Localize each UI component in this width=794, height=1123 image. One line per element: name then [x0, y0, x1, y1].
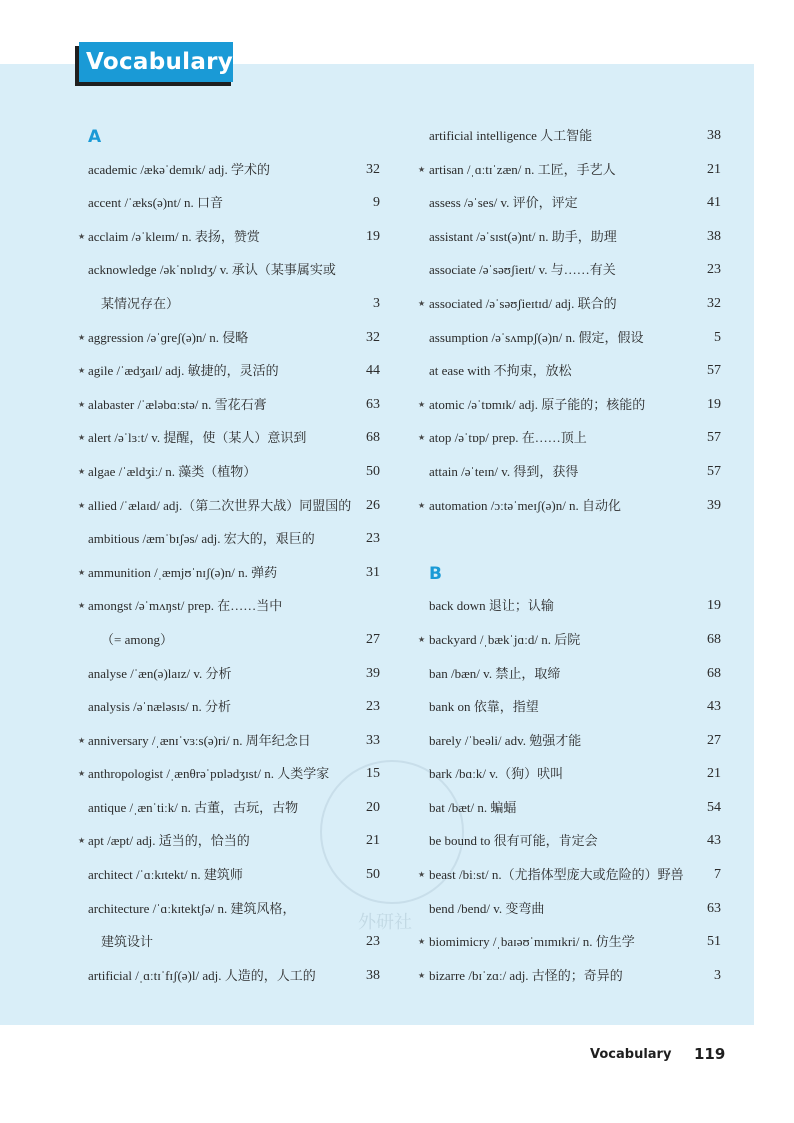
entry-page-number: 19	[707, 396, 721, 412]
vocabulary-entry	[88, 790, 380, 824]
page-title: Vocabulary	[79, 42, 233, 82]
vocabulary-entry	[418, 420, 721, 454]
entry-text: 建筑设计	[101, 934, 154, 950]
entry-page-number: 51	[707, 934, 721, 950]
entry-text: algae /ˈældʒiː/ n. 藻类（植物）	[88, 463, 257, 479]
entry-page-number: 57	[707, 463, 721, 479]
entry-page-number: 32	[707, 295, 721, 311]
vocabulary-column-right	[418, 118, 721, 991]
entry-page-number: 57	[707, 363, 721, 379]
entry-page-number: 32	[366, 329, 380, 345]
entry-page-number: 7	[714, 867, 721, 883]
page-number: 119	[694, 1045, 726, 1063]
star-icon: ★	[78, 332, 86, 342]
vocabulary-entry	[429, 756, 721, 790]
vocabulary-entry	[429, 219, 721, 253]
entry-page-number: 23	[366, 531, 380, 547]
entry-page-number: 38	[366, 967, 380, 983]
vocabulary-entry	[429, 891, 721, 925]
entry-page-number: 50	[366, 463, 380, 479]
entry-text: bizarre /bɪˈzɑː/ adj. 古怪的；奇异的	[429, 967, 623, 983]
vocabulary-entry	[78, 555, 380, 589]
entry-page-number: 68	[366, 430, 380, 446]
section-letter	[88, 118, 380, 152]
entry-page-number: 54	[707, 799, 721, 815]
entry-text: anthropologist /ˌænθrəˈpɒlədʒɪst/ n. 人类学家	[88, 766, 330, 782]
entry-page-number: 27	[707, 732, 721, 748]
entry-page-number: 23	[366, 934, 380, 950]
entry-text: bank on 依靠，指望	[429, 699, 539, 715]
entry-page-number: 21	[707, 766, 721, 782]
vocabulary-entry	[429, 588, 721, 622]
vocabulary-entry	[88, 924, 380, 958]
entry-text: biomimicry /ˌbaɪəʊˈmɪmɪkri/ n. 仿生学	[429, 934, 635, 950]
star-icon: ★	[78, 399, 86, 409]
entry-page-number: 20	[366, 799, 380, 815]
star-icon: ★	[418, 870, 426, 880]
entry-page-number: 43	[707, 699, 721, 715]
entry-text: assistant /əˈsɪst(ə)nt/ n. 助手，助理	[429, 228, 617, 244]
entry-page-number: 38	[707, 228, 721, 244]
star-icon: ★	[78, 366, 86, 376]
entry-text: atop /əˈtɒp/ prep. 在……顶上	[429, 430, 587, 446]
entry-text: attain /əˈteɪn/ v. 得到，获得	[429, 463, 579, 479]
entry-text: backyard /ˌbækˈjɑːd/ n. 后院	[429, 631, 581, 647]
vocabulary-entry	[429, 723, 721, 757]
vocabulary-entry	[78, 454, 380, 488]
entry-text: academic /ækəˈdemɪk/ adj. 学术的	[88, 161, 270, 177]
entry-text: at ease with 不拘束，放松	[429, 363, 572, 379]
star-icon: ★	[418, 164, 426, 174]
vocabulary-entry	[88, 891, 380, 925]
vocabulary-entry	[418, 387, 721, 421]
entry-page-number: 31	[366, 564, 380, 580]
star-icon: ★	[78, 231, 86, 241]
vocabulary-entry	[418, 857, 721, 891]
entry-text: antique /ˌænˈtiːk/ n. 古董，古玩，古物	[88, 799, 299, 815]
entry-text: ambitious /æmˈbɪʃəs/ adj. 宏大的，艰巨的	[88, 531, 315, 547]
vocabulary-entry	[418, 152, 721, 186]
star-icon: ★	[78, 500, 86, 510]
entry-text: ban /bæn/ v. 禁止，取缔	[429, 665, 561, 681]
star-icon: ★	[418, 298, 426, 308]
vocabulary-entry	[429, 118, 721, 152]
vocabulary-entry	[88, 622, 380, 656]
entry-page-number: 21	[707, 161, 721, 177]
star-icon: ★	[418, 399, 426, 409]
star-icon: ★	[78, 567, 86, 577]
vocabulary-entry	[429, 353, 721, 387]
vocabulary-entry	[88, 521, 380, 555]
entry-text: ammunition /ˌæmjʊˈnɪʃ(ə)n/ n. 弹药	[88, 564, 278, 580]
entry-page-number: 32	[366, 161, 380, 177]
entry-text: associated /əˈsəʊʃieɪtɪd/ adj. 联合的	[429, 295, 617, 311]
entry-page-number: 63	[707, 900, 721, 916]
star-icon: ★	[78, 836, 86, 846]
section-gap	[429, 521, 721, 555]
entry-text: apt /æpt/ adj. 适当的，恰当的	[88, 833, 250, 849]
section-letter-label: B	[429, 563, 442, 584]
entry-text: beast /biːst/ n.（尤指体型庞大或危险的）野兽	[429, 867, 684, 883]
entry-page-number: 21	[366, 833, 380, 849]
vocabulary-entry	[429, 252, 721, 286]
entry-text: barely /ˈbeəli/ adv. 勉强才能	[429, 732, 582, 748]
entry-text: accent /ˈæks(ə)nt/ n. 口音	[88, 195, 224, 211]
vocabulary-entry	[429, 656, 721, 690]
vocabulary-entry	[429, 790, 721, 824]
entry-page-number: 19	[707, 598, 721, 614]
vocabulary-entry	[78, 353, 380, 387]
entry-text: associate /əˈsəʊʃieɪt/ v. 与……有关	[429, 262, 616, 278]
entry-page-number: 39	[366, 665, 380, 681]
entry-page-number: 5	[714, 329, 721, 345]
star-icon: ★	[78, 433, 86, 443]
vocabulary-entry	[429, 823, 721, 857]
vocabulary-entry	[418, 488, 721, 522]
vocabulary-entry	[78, 588, 380, 622]
star-icon: ★	[78, 601, 86, 611]
entry-text: artificial intelligence 人工智能	[429, 128, 593, 143]
vocabulary-entry	[78, 756, 380, 790]
vocabulary-entry	[78, 387, 380, 421]
entry-text: architecture /ˈɑːkɪtektʃə/ n. 建筑风格，	[88, 900, 296, 916]
entry-page-number: 3	[714, 967, 721, 983]
entry-text: artificial /ˌɑːtɪˈfɪʃ(ə)l/ adj. 人造的，人工的	[88, 967, 316, 983]
entry-page-number: 26	[366, 497, 380, 513]
entry-page-number: 23	[366, 699, 380, 715]
entry-text: architect /ˈɑːkɪtekt/ n. 建筑师	[88, 867, 243, 883]
entry-page-number: 41	[707, 195, 721, 211]
section-letter	[429, 555, 721, 589]
entry-text: analysis /əˈnæləsɪs/ n. 分析	[88, 699, 231, 715]
vocabulary-entry	[88, 958, 380, 992]
entry-text: bat /bæt/ n. 蝙蝠	[429, 799, 517, 815]
vocabulary-entry	[418, 622, 721, 656]
entry-page-number: 50	[366, 867, 380, 883]
entry-page-number: 57	[707, 430, 721, 446]
vocabulary-entry	[429, 454, 721, 488]
entry-page-number: 63	[366, 396, 380, 412]
star-icon: ★	[418, 970, 426, 980]
entry-page-number: 23	[707, 262, 721, 278]
star-icon: ★	[418, 634, 426, 644]
vocabulary-entry	[88, 857, 380, 891]
entry-text: bark /bɑːk/ v.（狗）吠叫	[429, 766, 564, 782]
entry-page-number: 9	[373, 195, 380, 211]
entry-page-number: 19	[366, 228, 380, 244]
entry-text: atomic /əˈtɒmɪk/ adj. 原子能的；核能的	[429, 396, 646, 412]
vocabulary-entry	[78, 219, 380, 253]
entry-page-number: 68	[707, 665, 721, 681]
entry-page-number: 68	[707, 631, 721, 647]
entry-text: back down 退让；认输	[429, 598, 554, 614]
entry-text: automation /ɔːtəˈmeɪʃ(ə)n/ n. 自动化	[429, 497, 622, 513]
entry-text: artisan /ˌɑːtɪˈzæn/ n. 工匠，手艺人	[429, 161, 616, 177]
vocabulary-entry	[78, 823, 380, 857]
vocabulary-entry	[429, 689, 721, 723]
entry-text: 某情况存在）	[101, 295, 180, 311]
vocabulary-entry	[78, 723, 380, 757]
entry-text: anniversary /ˌænɪˈvɜːs(ə)ri/ n. 周年纪念日	[88, 732, 311, 748]
vocabulary-entry	[88, 656, 380, 690]
vocabulary-entry	[418, 286, 721, 320]
entry-page-number: 38	[707, 128, 721, 143]
vocabulary-entry	[88, 689, 380, 723]
entry-page-number: 44	[366, 363, 380, 379]
publisher-watermark-text: 外研社	[358, 912, 412, 933]
vocabulary-entry	[78, 488, 380, 522]
star-icon: ★	[78, 769, 86, 779]
vocabulary-entry	[88, 185, 380, 219]
star-icon: ★	[78, 735, 86, 745]
entry-text: alabaster /ˈæləbɑːstə/ n. 雪花石膏	[88, 396, 267, 412]
entry-text: agile /ˈædʒaɪl/ adj. 敏捷的，灵活的	[88, 363, 279, 379]
entry-text: acclaim /əˈkleɪm/ n. 表扬，赞赏	[88, 228, 260, 244]
entry-text: be bound to 很有可能，肯定会	[429, 833, 598, 849]
vocabulary-entry	[429, 320, 721, 354]
vocabulary-entry	[429, 185, 721, 219]
section-letter-label: A	[88, 127, 102, 147]
entry-text: aggression /əˈɡreʃ(ə)n/ n. 侵略	[88, 329, 249, 345]
vocabulary-entry	[88, 252, 380, 286]
star-icon: ★	[418, 500, 426, 510]
entry-text: （= among）	[101, 631, 173, 647]
entry-text: amongst /əˈmʌŋst/ prep. 在……当中	[88, 598, 283, 614]
entry-text: bend /bend/ v. 变弯曲	[429, 900, 545, 916]
entry-page-number: 27	[366, 631, 380, 647]
entry-text: analyse /ˈæn(ə)laɪz/ v. 分析	[88, 665, 232, 681]
star-icon: ★	[418, 433, 426, 443]
entry-text: allied /ˈælaɪd/ adj.（第二次世界大战）同盟国的	[88, 497, 352, 513]
entry-page-number: 39	[707, 497, 721, 513]
vocabulary-entry	[88, 152, 380, 186]
entry-page-number: 3	[373, 295, 380, 311]
star-icon: ★	[418, 937, 426, 947]
vocabulary-entry	[418, 924, 721, 958]
vocabulary-entry	[88, 286, 380, 320]
vocabulary-column-left	[78, 118, 380, 991]
entry-text: assess /əˈses/ v. 评价，评定	[429, 195, 578, 211]
vocabulary-entry	[78, 320, 380, 354]
star-icon: ★	[78, 466, 86, 476]
vocabulary-entry	[418, 958, 721, 992]
footer-section-label: Vocabulary	[590, 1047, 672, 1062]
vocabulary-entry	[78, 420, 380, 454]
entry-text: acknowledge /əkˈnɒlɪdʒ/ v. 承认（某事属实或	[88, 262, 336, 278]
entry-text: alert /əˈlɜːt/ v. 提醒，使（某人）意识到	[88, 430, 307, 446]
entry-page-number: 15	[366, 766, 380, 782]
entry-page-number: 43	[707, 833, 721, 849]
entry-page-number: 33	[366, 732, 380, 748]
entry-text: assumption /əˈsʌmpʃ(ə)n/ n. 假定，假设	[429, 329, 644, 345]
